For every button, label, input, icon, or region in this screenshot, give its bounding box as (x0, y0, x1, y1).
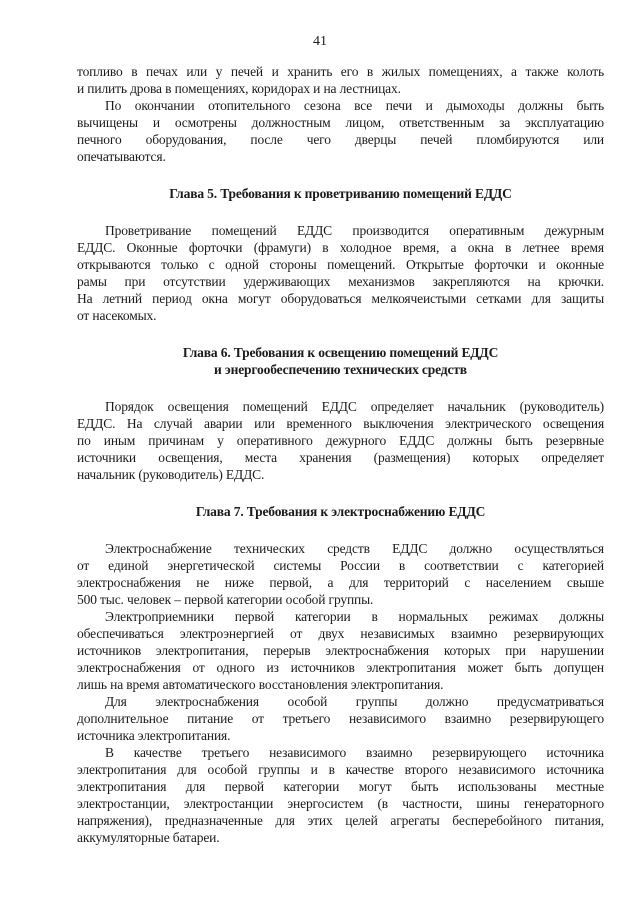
text-line: источников электропитания, перерыв электроснабжения которых при нарушении (77, 643, 604, 658)
text-line: ЕДДС. Оконные форточки (фрамуги) в холодное время, а окна в летнее время (77, 240, 604, 255)
text-line: Электроснабжение технических средств ЕДДС должно осуществляться (105, 541, 604, 556)
paragraph (77, 744, 604, 846)
text-line: ЕДДС. На случай аварии или временного выключения электрического освещения (77, 416, 604, 431)
text-line: обеспечиваться электроэнергией от двух независимых взаимно резервирующих (77, 626, 604, 641)
text-line: источники освещения, места хранения (размещения) которых определяет (77, 450, 604, 465)
text-line: Порядок освещения помещений ЕДДС определяет начальник (руководитель) (105, 399, 604, 414)
text-line: от насекомых. (77, 308, 157, 323)
text-line: электроснабжения от одного из источников электропитания может быть допущен (77, 660, 604, 675)
text-line: электроснабжения не ниже первой, а для территорий с населением свыше (77, 575, 604, 590)
text-line: 500 тыс. человек – первой категории особой группы. (77, 592, 374, 607)
text-line: дополнительное питание от третьего независимого взаимно резервирующего (77, 711, 604, 726)
page-number: 41 (313, 34, 327, 49)
paragraph (77, 608, 604, 693)
text-line: открываются только с одной стороны помещений. Открытые форточки и оконные (77, 257, 604, 272)
text-line: Для электроснабжения особой группы должно предусматриваться (105, 694, 604, 709)
text-line: лишь на время автоматического восстановления электропитания. (77, 677, 444, 692)
text-line: источника электропитания. (77, 728, 231, 743)
text-line: электропитания для первой категории могут быть использованы местные (77, 779, 604, 794)
text-line: По окончании отопительного сезона все печи и дымоходы должны быть (105, 98, 604, 113)
heading-line: Глава 5. Требования к проветриванию помещений ЕДДС (169, 186, 512, 201)
text-line: опечатываются. (77, 149, 166, 164)
text-line: Проветривание помещений ЕДДС производится оперативным дежурным (105, 223, 604, 238)
text-line: аккумуляторные батареи. (77, 830, 220, 845)
section-heading (77, 185, 604, 202)
text-line: топливо в печах или у печей и хранить его в жилых помещениях, а также колоть (77, 64, 604, 79)
paragraph (77, 398, 604, 483)
paragraph (77, 97, 604, 165)
text-line: рамы при отсутствии удерживающих механизмов закрепляются на крючки. (77, 274, 604, 289)
paragraph (77, 63, 604, 97)
text-line: от единой энергетической системы России в соответствии с категорией (77, 558, 604, 573)
heading-line: Глава 6. Требования к освещению помещений ЕДДС (182, 345, 499, 360)
text-line: начальник (руководитель) ЕДДС. (77, 467, 265, 482)
text-line: Электроприемники первой категории в нормальных режимах должны (105, 609, 604, 624)
text-line: На летний период окна могут оборудоваться мелкоячеистыми сетками для защиты (77, 291, 604, 306)
paragraph (77, 693, 604, 744)
text-line: печного оборудования, после чего дверцы печей пломбируются или (77, 132, 604, 147)
text-line: вычищены и осмотрены должностным лицом, ответственным за эксплуатацию (77, 115, 604, 130)
heading-line: и энергообеспечению технических средств (214, 362, 467, 377)
text-block (77, 63, 604, 846)
text-line: напряжения), предназначенные для этих целей агрегаты бесперебойного питания, (77, 813, 604, 828)
text-line: электростанции, электростанции энергосистем (в частности, шины генераторного (77, 796, 604, 811)
text-line: В качестве третьего независимого взаимно резервирующего источника (105, 745, 604, 760)
paragraph (77, 222, 604, 324)
text-line: по иным причинам у оперативного дежурного ЕДДС должны быть резервные (77, 433, 604, 448)
text-line: электропитания для особой группы и в качестве второго независимого источника (77, 762, 604, 777)
text-line: и пилить дрова в помещениях, коридорах и на лестницах. (77, 81, 401, 96)
heading-line: Глава 7. Требования к электроснабжению ЕДДС (195, 504, 486, 519)
section-heading (77, 344, 604, 378)
paragraph (77, 540, 604, 608)
section-heading (77, 503, 604, 520)
